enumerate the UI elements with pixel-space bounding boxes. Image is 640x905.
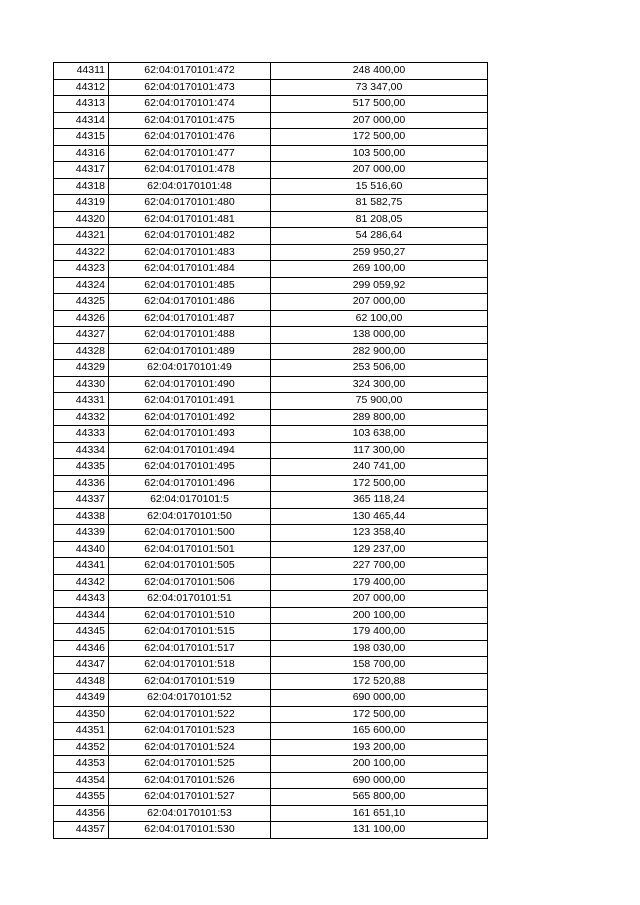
table-row [54, 723, 488, 740]
cadastral-value-cell: 103 638,00 [271, 426, 488, 443]
cadastral-value-cell: 131 100,00 [271, 822, 488, 839]
cadastral-number-cell: 62:04:0170101:51 [109, 591, 271, 608]
cadastral-value-cell: 207 000,00 [271, 162, 488, 179]
cadastral-value-cell: 227 700,00 [271, 558, 488, 575]
row-number-cell: 44331 [54, 393, 109, 410]
cadastral-number-cell: 62:04:0170101:490 [109, 376, 271, 393]
table-row [54, 508, 488, 525]
row-number-cell: 44335 [54, 459, 109, 476]
cadastral-number-cell: 62:04:0170101:484 [109, 261, 271, 278]
table-row [54, 145, 488, 162]
cadastral-number-cell: 62:04:0170101:473 [109, 79, 271, 96]
table-body [54, 63, 488, 839]
row-number-cell: 44316 [54, 145, 109, 162]
row-number-cell: 44328 [54, 343, 109, 360]
table-row [54, 96, 488, 113]
cadastral-value-cell: 172 500,00 [271, 706, 488, 723]
cadastral-number-cell: 62:04:0170101:524 [109, 739, 271, 756]
row-number-cell: 44312 [54, 79, 109, 96]
cadastral-number-cell: 62:04:0170101:526 [109, 772, 271, 789]
cadastral-value-cell: 200 100,00 [271, 756, 488, 773]
table-row [54, 607, 488, 624]
cadastral-value-cell: 193 200,00 [271, 739, 488, 756]
table-row [54, 706, 488, 723]
row-number-cell: 44333 [54, 426, 109, 443]
cadastral-value-cell: 690 000,00 [271, 690, 488, 707]
cadastral-value-cell: 73 347,00 [271, 79, 488, 96]
cadastral-value-cell: 365 118,24 [271, 492, 488, 509]
table-row [54, 195, 488, 212]
cadastral-value-table [53, 62, 488, 839]
cadastral-number-cell: 62:04:0170101:491 [109, 393, 271, 410]
cadastral-number-cell: 62:04:0170101:489 [109, 343, 271, 360]
cadastral-value-cell: 130 465,44 [271, 508, 488, 525]
row-number-cell: 44341 [54, 558, 109, 575]
table-row [54, 772, 488, 789]
table-row [54, 459, 488, 476]
row-number-cell: 44321 [54, 228, 109, 245]
cadastral-number-cell: 62:04:0170101:525 [109, 756, 271, 773]
row-number-cell: 44320 [54, 211, 109, 228]
table-row [54, 63, 488, 80]
cadastral-value-cell: 172 500,00 [271, 129, 488, 146]
cadastral-value-cell: 179 400,00 [271, 574, 488, 591]
cadastral-value-cell: 269 100,00 [271, 261, 488, 278]
row-number-cell: 44354 [54, 772, 109, 789]
table-row [54, 558, 488, 575]
cadastral-value-cell: 259 950,27 [271, 244, 488, 261]
row-number-cell: 44326 [54, 310, 109, 327]
row-number-cell: 44330 [54, 376, 109, 393]
cadastral-value-cell: 248 400,00 [271, 63, 488, 80]
cadastral-number-cell: 62:04:0170101:506 [109, 574, 271, 591]
cadastral-number-cell: 62:04:0170101:478 [109, 162, 271, 179]
cadastral-value-cell: 117 300,00 [271, 442, 488, 459]
cadastral-number-cell: 62:04:0170101:481 [109, 211, 271, 228]
cadastral-number-cell: 62:04:0170101:486 [109, 294, 271, 311]
row-number-cell: 44342 [54, 574, 109, 591]
cadastral-number-cell: 62:04:0170101:472 [109, 63, 271, 80]
row-number-cell: 44350 [54, 706, 109, 723]
table-row [54, 426, 488, 443]
row-number-cell: 44348 [54, 673, 109, 690]
row-number-cell: 44340 [54, 541, 109, 558]
cadastral-value-cell: 158 700,00 [271, 657, 488, 674]
cadastral-number-cell: 62:04:0170101:510 [109, 607, 271, 624]
row-number-cell: 44346 [54, 640, 109, 657]
row-number-cell: 44332 [54, 409, 109, 426]
cadastral-value-cell: 75 900,00 [271, 393, 488, 410]
row-number-cell: 44325 [54, 294, 109, 311]
cadastral-value-cell: 198 030,00 [271, 640, 488, 657]
cadastral-number-cell: 62:04:0170101:487 [109, 310, 271, 327]
table-row [54, 442, 488, 459]
cadastral-value-cell: 138 000,00 [271, 327, 488, 344]
table-row [54, 673, 488, 690]
cadastral-number-cell: 62:04:0170101:494 [109, 442, 271, 459]
cadastral-value-cell: 200 100,00 [271, 607, 488, 624]
row-number-cell: 44324 [54, 277, 109, 294]
cadastral-number-cell: 62:04:0170101:52 [109, 690, 271, 707]
cadastral-number-cell: 62:04:0170101:483 [109, 244, 271, 261]
cadastral-number-cell: 62:04:0170101:522 [109, 706, 271, 723]
row-number-cell: 44318 [54, 178, 109, 195]
cadastral-value-cell: 15 516,60 [271, 178, 488, 195]
cadastral-value-cell: 172 520,88 [271, 673, 488, 690]
table-row [54, 310, 488, 327]
row-number-cell: 44311 [54, 63, 109, 80]
cadastral-value-cell: 690 000,00 [271, 772, 488, 789]
table-row [54, 129, 488, 146]
row-number-cell: 44322 [54, 244, 109, 261]
table-row [54, 327, 488, 344]
row-number-cell: 44336 [54, 475, 109, 492]
cadastral-number-cell: 62:04:0170101:50 [109, 508, 271, 525]
row-number-cell: 44338 [54, 508, 109, 525]
table-row [54, 409, 488, 426]
table-row [54, 360, 488, 377]
row-number-cell: 44334 [54, 442, 109, 459]
table-row [54, 492, 488, 509]
cadastral-value-cell: 282 900,00 [271, 343, 488, 360]
table-row [54, 244, 488, 261]
cadastral-value-cell: 517 500,00 [271, 96, 488, 113]
table-row [54, 739, 488, 756]
cadastral-number-cell: 62:04:0170101:488 [109, 327, 271, 344]
cadastral-number-cell: 62:04:0170101:48 [109, 178, 271, 195]
row-number-cell: 44355 [54, 789, 109, 806]
table-row [54, 294, 488, 311]
cadastral-number-cell: 62:04:0170101:523 [109, 723, 271, 740]
row-number-cell: 44356 [54, 805, 109, 822]
cadastral-number-cell: 62:04:0170101:501 [109, 541, 271, 558]
row-number-cell: 44317 [54, 162, 109, 179]
table-row [54, 591, 488, 608]
cadastral-value-cell: 81 208,05 [271, 211, 488, 228]
cadastral-number-cell: 62:04:0170101:496 [109, 475, 271, 492]
table-row [54, 79, 488, 96]
row-number-cell: 44347 [54, 657, 109, 674]
row-number-cell: 44345 [54, 624, 109, 641]
cadastral-number-cell: 62:04:0170101:475 [109, 112, 271, 129]
cadastral-number-cell: 62:04:0170101:485 [109, 277, 271, 294]
cadastral-value-cell: 54 286,64 [271, 228, 488, 245]
table-row [54, 277, 488, 294]
cadastral-value-cell: 207 000,00 [271, 112, 488, 129]
cadastral-value-cell: 165 600,00 [271, 723, 488, 740]
cadastral-number-cell: 62:04:0170101:495 [109, 459, 271, 476]
cadastral-value-cell: 299 059,92 [271, 277, 488, 294]
cadastral-number-cell: 62:04:0170101:5 [109, 492, 271, 509]
cadastral-number-cell: 62:04:0170101:477 [109, 145, 271, 162]
cadastral-number-cell: 62:04:0170101:530 [109, 822, 271, 839]
table-row [54, 690, 488, 707]
cadastral-number-cell: 62:04:0170101:500 [109, 525, 271, 542]
row-number-cell: 44343 [54, 591, 109, 608]
cadastral-number-cell: 62:04:0170101:515 [109, 624, 271, 641]
table-row [54, 805, 488, 822]
table-row [54, 574, 488, 591]
row-number-cell: 44357 [54, 822, 109, 839]
table-row [54, 261, 488, 278]
table-row [54, 112, 488, 129]
cadastral-number-cell: 62:04:0170101:519 [109, 673, 271, 690]
row-number-cell: 44314 [54, 112, 109, 129]
row-number-cell: 44339 [54, 525, 109, 542]
row-number-cell: 44319 [54, 195, 109, 212]
table-row [54, 640, 488, 657]
cadastral-value-cell: 565 800,00 [271, 789, 488, 806]
row-number-cell: 44315 [54, 129, 109, 146]
cadastral-value-cell: 207 000,00 [271, 591, 488, 608]
cadastral-number-cell: 62:04:0170101:474 [109, 96, 271, 113]
cadastral-number-cell: 62:04:0170101:49 [109, 360, 271, 377]
cadastral-number-cell: 62:04:0170101:480 [109, 195, 271, 212]
cadastral-value-cell: 172 500,00 [271, 475, 488, 492]
cadastral-value-cell: 81 582,75 [271, 195, 488, 212]
cadastral-value-cell: 129 237,00 [271, 541, 488, 558]
row-number-cell: 44329 [54, 360, 109, 377]
cadastral-number-cell: 62:04:0170101:476 [109, 129, 271, 146]
table-row [54, 541, 488, 558]
table-row [54, 211, 488, 228]
table-row [54, 525, 488, 542]
cadastral-value-cell: 103 500,00 [271, 145, 488, 162]
table-row [54, 178, 488, 195]
table-row [54, 475, 488, 492]
table-row [54, 624, 488, 641]
row-number-cell: 44344 [54, 607, 109, 624]
cadastral-value-cell: 161 651,10 [271, 805, 488, 822]
table-row [54, 393, 488, 410]
cadastral-number-cell: 62:04:0170101:518 [109, 657, 271, 674]
cadastral-value-cell: 207 000,00 [271, 294, 488, 311]
table-row [54, 789, 488, 806]
row-number-cell: 44337 [54, 492, 109, 509]
row-number-cell: 44352 [54, 739, 109, 756]
cadastral-value-cell: 62 100,00 [271, 310, 488, 327]
table-row [54, 376, 488, 393]
table-row [54, 343, 488, 360]
cadastral-number-cell: 62:04:0170101:505 [109, 558, 271, 575]
row-number-cell: 44349 [54, 690, 109, 707]
cadastral-value-cell: 179 400,00 [271, 624, 488, 641]
table-row [54, 162, 488, 179]
cadastral-value-cell: 289 800,00 [271, 409, 488, 426]
table-row [54, 228, 488, 245]
cadastral-number-cell: 62:04:0170101:493 [109, 426, 271, 443]
row-number-cell: 44353 [54, 756, 109, 773]
row-number-cell: 44313 [54, 96, 109, 113]
cadastral-number-cell: 62:04:0170101:492 [109, 409, 271, 426]
row-number-cell: 44323 [54, 261, 109, 278]
cadastral-value-cell: 324 300,00 [271, 376, 488, 393]
cadastral-number-cell: 62:04:0170101:53 [109, 805, 271, 822]
row-number-cell: 44327 [54, 327, 109, 344]
cadastral-value-cell: 240 741,00 [271, 459, 488, 476]
cadastral-number-cell: 62:04:0170101:482 [109, 228, 271, 245]
row-number-cell: 44351 [54, 723, 109, 740]
table-row [54, 657, 488, 674]
table-row [54, 756, 488, 773]
cadastral-number-cell: 62:04:0170101:527 [109, 789, 271, 806]
cadastral-value-cell: 123 358,40 [271, 525, 488, 542]
table-row [54, 822, 488, 839]
cadastral-value-cell: 253 506,00 [271, 360, 488, 377]
cadastral-number-cell: 62:04:0170101:517 [109, 640, 271, 657]
